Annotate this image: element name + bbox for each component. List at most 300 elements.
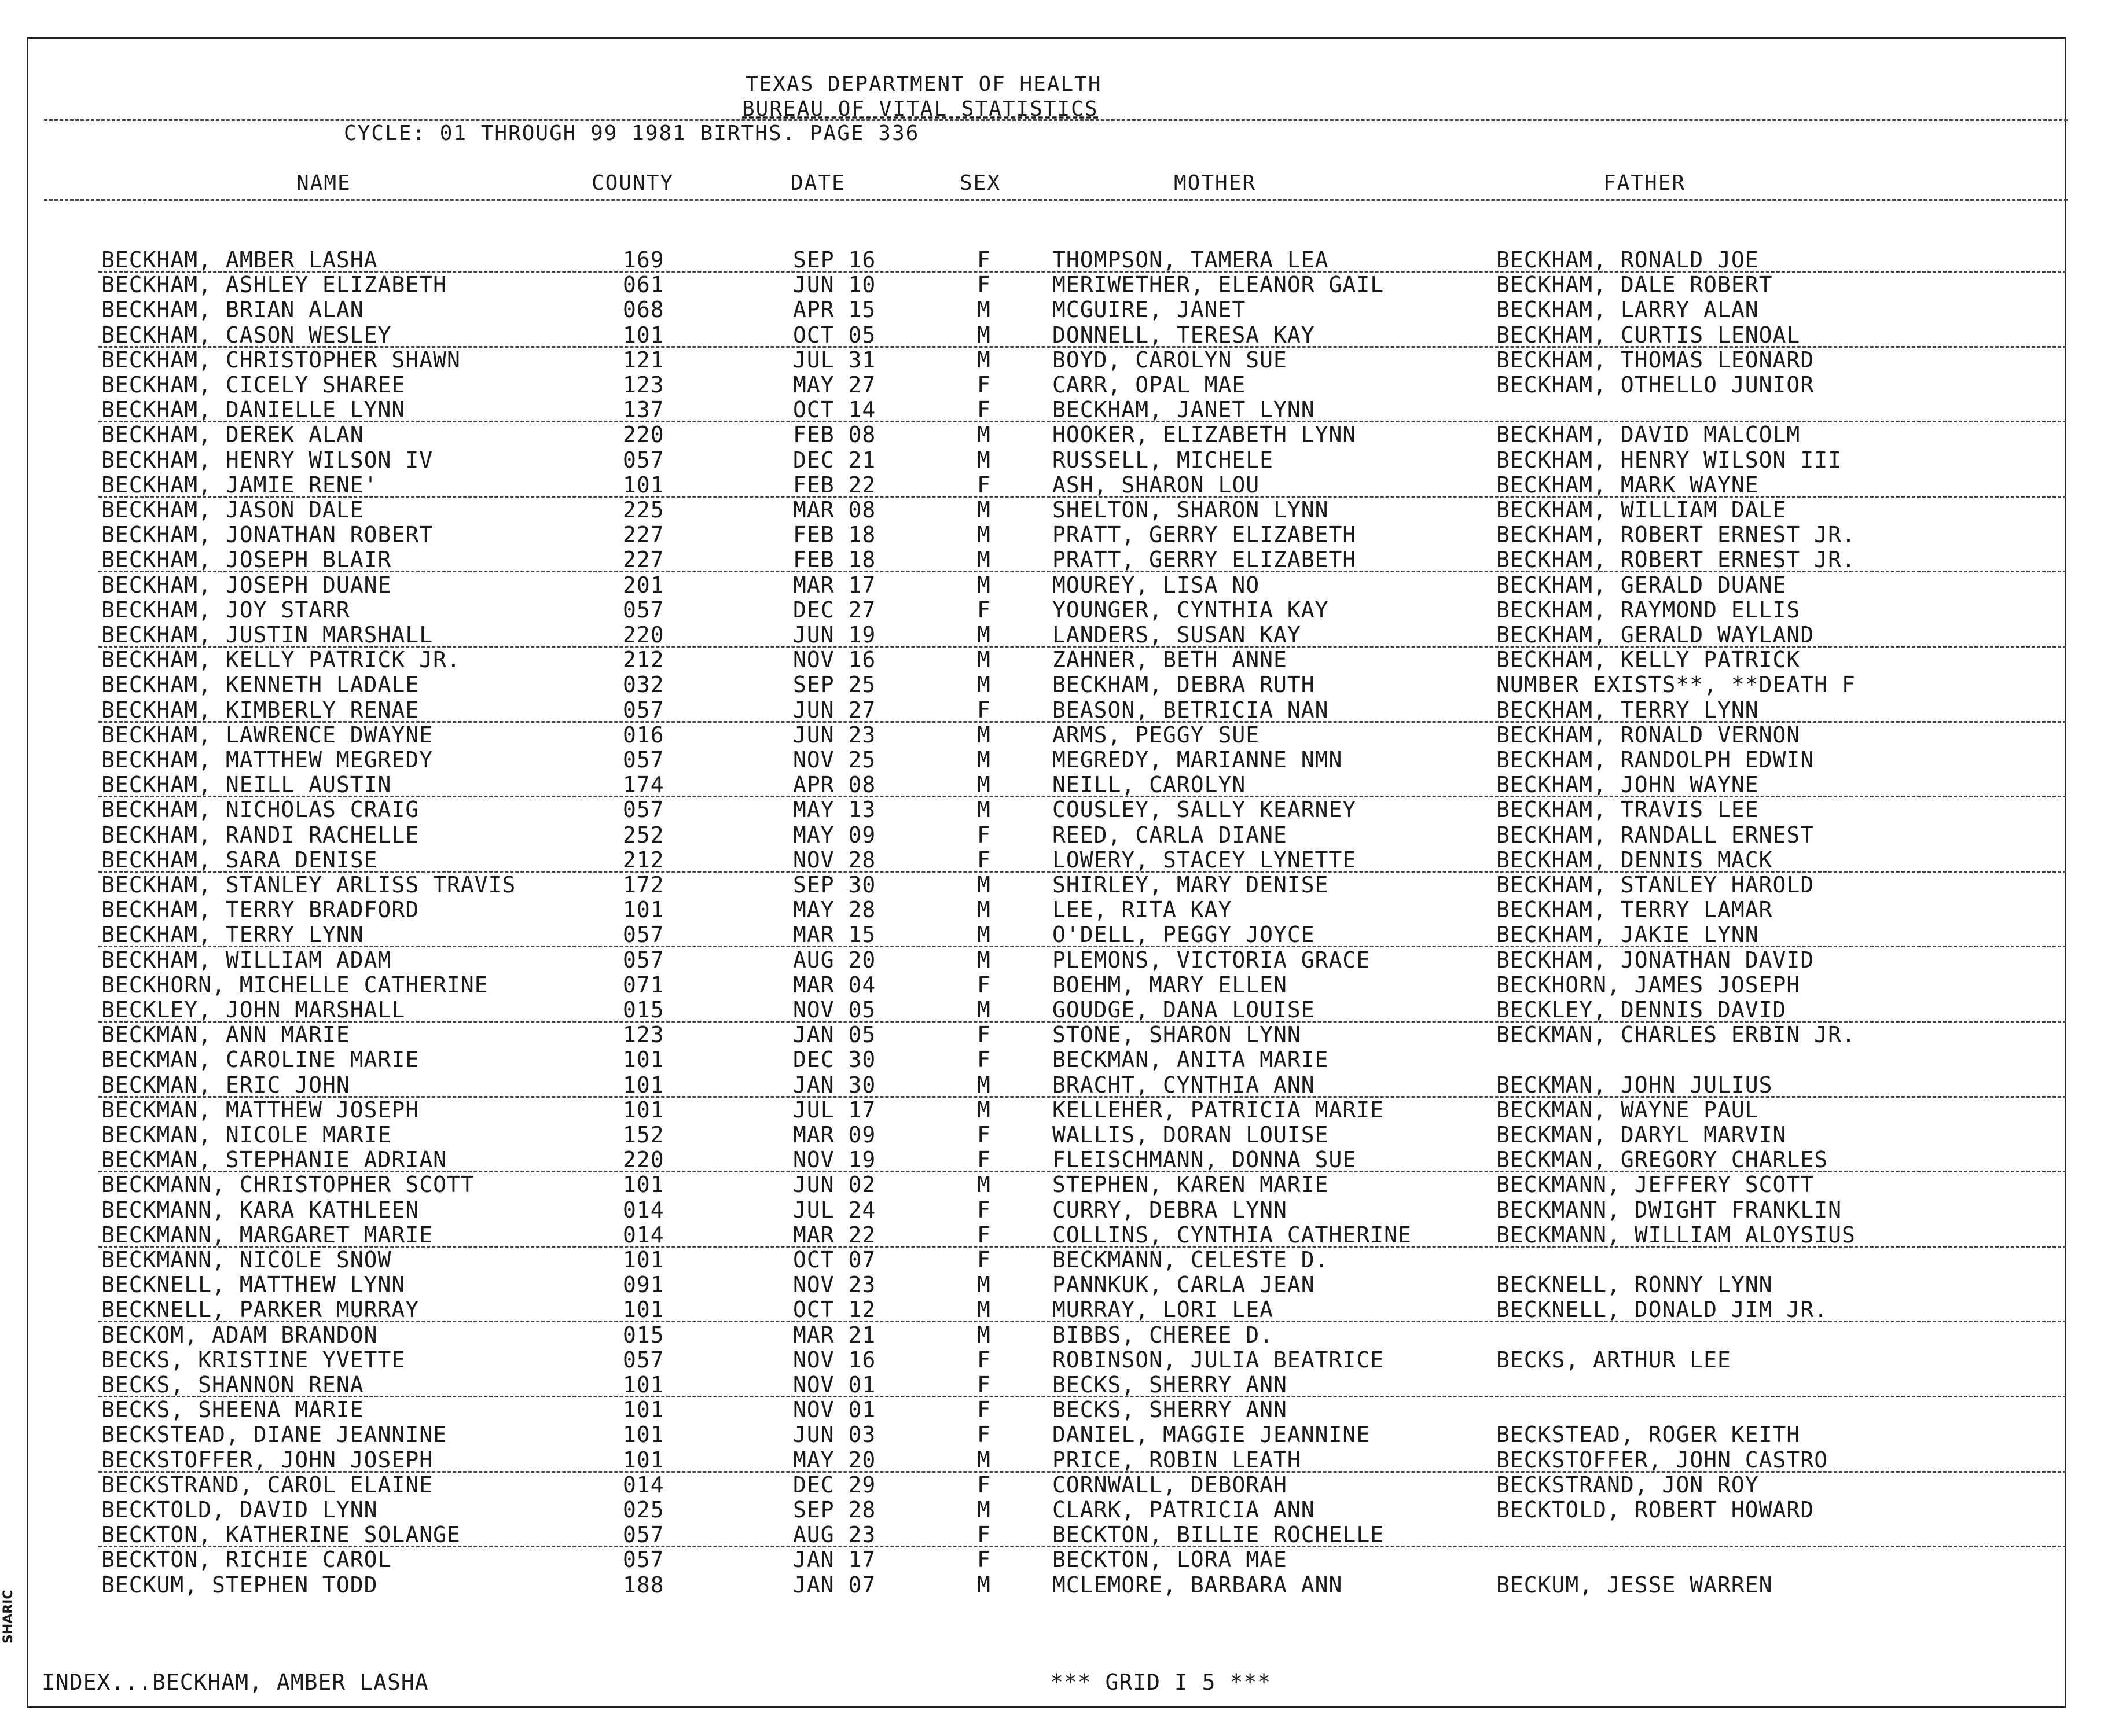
cell-sex: M xyxy=(977,897,991,923)
cell-name: BECKHAM, NEILL AUSTIN xyxy=(101,772,392,798)
table-row xyxy=(0,922,2115,948)
cell-name: BECKMANN, CHRISTOPHER SCOTT xyxy=(101,1172,475,1198)
cell-county: 252 xyxy=(623,822,664,848)
cell-county: 101 xyxy=(623,1422,664,1448)
cell-father: BECKMANN, JEFFERY SCOTT xyxy=(1496,1172,1815,1198)
cell-county: 201 xyxy=(623,572,664,598)
table-row xyxy=(0,398,2115,423)
cell-name: BECKHAM, JOY STARR xyxy=(101,597,350,623)
table-row xyxy=(0,573,2115,598)
cell-date: FEB 22 xyxy=(793,472,876,498)
cell-mother: BECKTON, LORA MAE xyxy=(1052,1547,1287,1573)
cell-father: BECKHAM, OTHELLO JUNIOR xyxy=(1496,372,1815,398)
cell-name: BECKHAM, HENRY WILSON IV xyxy=(101,447,434,473)
table-row xyxy=(0,547,2115,573)
table-row xyxy=(0,1297,2115,1323)
table-row xyxy=(0,348,2115,373)
cell-father: BECKLEY, DENNIS DAVID xyxy=(1496,997,1787,1023)
cell-date: MAR 15 xyxy=(793,922,876,948)
cell-date: MAY 20 xyxy=(793,1447,876,1473)
cell-father: BECKHAM, DALE ROBERT xyxy=(1496,272,1773,298)
table-row xyxy=(0,1397,2115,1423)
header-divider-1 xyxy=(44,119,2068,121)
cell-mother: MOUREY, LISA NO xyxy=(1052,572,1260,598)
cell-county: 057 xyxy=(623,1522,664,1548)
cell-date: NOV 28 xyxy=(793,847,876,873)
footer-grid: *** GRID I 5 *** xyxy=(1050,1669,1272,1695)
cell-date: OCT 07 xyxy=(793,1247,876,1272)
cell-name: BECKHAM, KIMBERLY RENAE xyxy=(101,697,420,723)
footer-index: INDEX...BECKHAM, AMBER LASHA xyxy=(42,1669,429,1695)
cell-name: BECKMANN, NICOLE SNOW xyxy=(101,1247,392,1272)
cell-father: BECKSTOFFER, JOHN CASTRO xyxy=(1496,1447,1828,1473)
cell-date: NOV 01 xyxy=(793,1397,876,1423)
cell-mother: BECKTON, BILLIE ROCHELLE xyxy=(1052,1522,1385,1548)
table-row xyxy=(0,248,2115,273)
cell-father: BECKHAM, JAKIE LYNN xyxy=(1496,922,1759,948)
table-row xyxy=(0,1223,2115,1248)
cell-mother: ROBINSON, JULIA BEATRICE xyxy=(1052,1347,1385,1373)
cell-name: BECKHORN, MICHELLE CATHERINE xyxy=(101,972,489,998)
cell-name: BECKOM, ADAM BRANDON xyxy=(101,1322,378,1348)
cell-name: BECKSTRAND, CAROL ELAINE xyxy=(101,1472,434,1498)
cell-mother: BOYD, CAROLYN SUE xyxy=(1052,347,1287,373)
cell-name: BECKHAM, NICHOLAS CRAIG xyxy=(101,797,420,823)
table-row xyxy=(0,823,2115,848)
cell-date: MAR 04 xyxy=(793,972,876,998)
cell-mother: STONE, SHARON LYNN xyxy=(1052,1022,1301,1048)
cell-county: 014 xyxy=(623,1472,664,1498)
table-row xyxy=(0,698,2115,723)
cell-sex: M xyxy=(977,497,991,523)
cell-mother: DONNELL, TERESA KAY xyxy=(1052,322,1315,348)
table-row xyxy=(0,1448,2115,1473)
cell-name: BECKHAM, LAWRENCE DWAYNE xyxy=(101,722,434,748)
table-row xyxy=(0,273,2115,298)
cell-county: 123 xyxy=(623,1022,664,1048)
cell-name: BECKHAM, DANIELLE LYNN xyxy=(101,397,406,423)
cell-date: MAY 13 xyxy=(793,797,876,823)
cell-sex: F xyxy=(977,397,991,423)
cell-county: 091 xyxy=(623,1272,664,1298)
cell-sex: M xyxy=(977,297,991,323)
cell-sex: F xyxy=(977,1047,991,1073)
cell-father: BECKHAM, CURTIS LENOAL xyxy=(1496,322,1801,348)
cell-mother: PANNKUK, CARLA JEAN xyxy=(1052,1272,1315,1298)
cell-name: BECKHAM, JAMIE RENE' xyxy=(101,472,378,498)
cell-mother: O'DELL, PEGGY JOYCE xyxy=(1052,922,1315,948)
cell-name: BECKNELL, PARKER MURRAY xyxy=(101,1297,420,1323)
cell-name: BECKMAN, ERIC JOHN xyxy=(101,1072,350,1098)
table-row xyxy=(0,1573,2115,1598)
cell-mother: DANIEL, MAGGIE JEANNINE xyxy=(1052,1422,1371,1448)
cell-county: 101 xyxy=(623,1097,664,1123)
cell-county: 057 xyxy=(623,1547,664,1573)
table-row xyxy=(0,373,2115,398)
cell-father: BECKS, ARTHUR LEE xyxy=(1496,1347,1731,1373)
cell-date: JAN 17 xyxy=(793,1547,876,1573)
cell-mother: COUSLEY, SALLY KEARNEY xyxy=(1052,797,1357,823)
cell-county: 220 xyxy=(623,622,664,648)
cell-date: AUG 23 xyxy=(793,1522,876,1548)
cell-sex: M xyxy=(977,1297,991,1323)
cell-name: BECKMAN, MATTHEW JOSEPH xyxy=(101,1097,420,1123)
cell-mother: WALLIS, DORAN LOUISE xyxy=(1052,1122,1329,1147)
cell-father: BECKHAM, THOMAS LEONARD xyxy=(1496,347,1815,373)
cell-county: 172 xyxy=(623,872,664,898)
cell-name: BECKHAM, JOSEPH BLAIR xyxy=(101,547,392,573)
cell-mother: BECKS, SHERRY ANN xyxy=(1052,1397,1287,1423)
cell-father: BECKHAM, HENRY WILSON III xyxy=(1496,447,1842,473)
cell-mother: CORNWALL, DEBORAH xyxy=(1052,1472,1287,1498)
cell-date: DEC 29 xyxy=(793,1472,876,1498)
table-row xyxy=(0,748,2115,773)
cell-date: JUN 19 xyxy=(793,622,876,648)
cell-county: 101 xyxy=(623,1047,664,1073)
cell-father: BECKMAN, GREGORY CHARLES xyxy=(1496,1147,1828,1173)
cell-sex: F xyxy=(977,1422,991,1448)
cell-date: APR 08 xyxy=(793,772,876,798)
cell-date: DEC 27 xyxy=(793,597,876,623)
cell-father: BECKUM, JESSE WARREN xyxy=(1496,1572,1773,1598)
cell-mother: GOUDGE, DANA LOUISE xyxy=(1052,997,1315,1023)
cell-mother: SHIRLEY, MARY DENISE xyxy=(1052,872,1329,898)
cell-sex: M xyxy=(977,997,991,1023)
cell-name: BECKHAM, MATTHEW MEGREDY xyxy=(101,747,434,773)
table-row xyxy=(0,1147,2115,1173)
cell-name: BECKLEY, JOHN MARSHALL xyxy=(101,997,406,1023)
cell-sex: M xyxy=(977,347,991,373)
cell-name: BECKHAM, WILLIAM ADAM xyxy=(101,947,392,973)
cell-county: 101 xyxy=(623,897,664,923)
cell-sex: M xyxy=(977,322,991,348)
cell-mother: LANDERS, SUSAN KAY xyxy=(1052,622,1301,648)
cell-county: 169 xyxy=(623,247,664,273)
cell-mother: BECKMANN, CELESTE D. xyxy=(1052,1247,1329,1272)
cell-father: BECKHAM, ROBERT ERNEST JR. xyxy=(1496,547,1856,573)
cell-sex: M xyxy=(977,872,991,898)
cell-county: 057 xyxy=(623,797,664,823)
cell-name: BECKHAM, JUSTIN MARSHALL xyxy=(101,622,434,648)
cell-sex: M xyxy=(977,722,991,748)
table-row xyxy=(0,723,2115,748)
cell-date: NOV 16 xyxy=(793,1347,876,1373)
cell-father: BECKHAM, LARRY ALAN xyxy=(1496,297,1759,323)
col-mother: MOTHER xyxy=(1174,171,1257,195)
cell-father: BECKHAM, RAYMOND ELLIS xyxy=(1496,597,1801,623)
cell-sex: M xyxy=(977,447,991,473)
cell-sex: F xyxy=(977,1247,991,1272)
cell-date: JUN 27 xyxy=(793,697,876,723)
cell-father: BECKHAM, JOHN WAYNE xyxy=(1496,772,1759,798)
cell-date: JAN 07 xyxy=(793,1572,876,1598)
cell-date: SEP 30 xyxy=(793,872,876,898)
cell-sex: M xyxy=(977,922,991,948)
cell-county: 101 xyxy=(623,472,664,498)
table-row xyxy=(0,1098,2115,1123)
cell-name: BECKMAN, STEPHANIE ADRIAN xyxy=(101,1147,447,1173)
cell-father: BECKTOLD, ROBERT HOWARD xyxy=(1496,1497,1815,1522)
cell-date: MAR 21 xyxy=(793,1322,876,1348)
cell-sex: M xyxy=(977,647,991,673)
cell-mother: STEPHEN, KAREN MARIE xyxy=(1052,1172,1329,1198)
cell-father: BECKHAM, STANLEY HAROLD xyxy=(1496,872,1815,898)
side-label: SHARIC xyxy=(1,1590,16,1643)
cell-county: 071 xyxy=(623,972,664,998)
cell-county: 121 xyxy=(623,347,664,373)
cell-sex: M xyxy=(977,1097,991,1123)
cell-mother: BECKMAN, ANITA MARIE xyxy=(1052,1047,1329,1073)
cell-date: JUL 31 xyxy=(793,347,876,373)
cell-father: BECKHAM, TERRY LAMAR xyxy=(1496,897,1773,923)
cell-mother: CLARK, PATRICIA ANN xyxy=(1052,1497,1315,1522)
cell-mother: ARMS, PEGGY SUE xyxy=(1052,722,1260,748)
cell-name: BECKTOLD, DAVID LYNN xyxy=(101,1497,378,1522)
cell-name: BECKTON, KATHERINE SOLANGE xyxy=(101,1522,461,1548)
cell-county: 220 xyxy=(623,1147,664,1173)
cell-sex: F xyxy=(977,1122,991,1147)
table-row xyxy=(0,998,2115,1023)
cell-father: BECKHAM, TRAVIS LEE xyxy=(1496,797,1759,823)
cell-county: 101 xyxy=(623,1372,664,1397)
cell-name: BECKHAM, AMBER LASHA xyxy=(101,247,378,273)
col-sex: SEX xyxy=(960,171,1001,195)
cell-date: JAN 30 xyxy=(793,1072,876,1098)
cell-father: BECKMAN, DARYL MARVIN xyxy=(1496,1122,1787,1147)
cell-date: JUN 02 xyxy=(793,1172,876,1198)
cell-mother: MERIWETHER, ELEANOR GAIL xyxy=(1052,272,1385,298)
cell-mother: BRACHT, CYNTHIA ANN xyxy=(1052,1072,1315,1098)
cell-name: BECKSTOFFER, JOHN JOSEPH xyxy=(101,1447,434,1473)
cell-mother: REED, CARLA DIANE xyxy=(1052,822,1287,848)
table-row xyxy=(0,898,2115,923)
cell-name: BECKMAN, NICOLE MARIE xyxy=(101,1122,392,1147)
cell-county: 016 xyxy=(623,722,664,748)
cell-name: BECKMANN, KARA KATHLEEN xyxy=(101,1197,420,1223)
table-row xyxy=(0,1348,2115,1373)
cell-sex: M xyxy=(977,547,991,573)
cell-mother: MEGREDY, MARIANNE NMN xyxy=(1052,747,1343,773)
header-title-1: TEXAS DEPARTMENT OF HEALTH xyxy=(746,72,1102,96)
cell-mother: KELLEHER, PATRICIA MARIE xyxy=(1052,1097,1385,1123)
cell-father: BECKHAM, ROBERT ERNEST JR. xyxy=(1496,522,1856,548)
cell-name: BECKHAM, DEREK ALAN xyxy=(101,422,364,448)
cell-date: FEB 18 xyxy=(793,522,876,548)
cell-name: BECKNELL, MATTHEW LYNN xyxy=(101,1272,406,1298)
cell-date: NOV 23 xyxy=(793,1272,876,1298)
cell-mother: BEASON, BETRICIA NAN xyxy=(1052,697,1329,723)
cell-mother: CURRY, DEBRA LYNN xyxy=(1052,1197,1287,1223)
table-row xyxy=(0,948,2115,973)
cell-sex: F xyxy=(977,272,991,298)
cell-mother: BOEHM, MARY ELLEN xyxy=(1052,972,1287,998)
cell-county: 101 xyxy=(623,1297,664,1323)
cell-mother: BECKS, SHERRY ANN xyxy=(1052,1372,1287,1397)
cell-name: BECKHAM, CASON WESLEY xyxy=(101,322,392,348)
cell-date: OCT 05 xyxy=(793,322,876,348)
cell-sex: F xyxy=(977,1197,991,1223)
table-row xyxy=(0,498,2115,523)
cell-name: BECKHAM, STANLEY ARLISS TRAVIS xyxy=(101,872,516,898)
cell-mother: BIBBS, CHEREE D. xyxy=(1052,1322,1274,1348)
cell-mother: BECKHAM, JANET LYNN xyxy=(1052,397,1315,423)
cell-name: BECKHAM, KELLY PATRICK JR. xyxy=(101,647,461,673)
cell-father: BECKHAM, TERRY LYNN xyxy=(1496,697,1759,723)
cell-date: DEC 30 xyxy=(793,1047,876,1073)
cell-date: NOV 25 xyxy=(793,747,876,773)
cell-date: AUG 20 xyxy=(793,947,876,973)
cell-county: 025 xyxy=(623,1497,664,1522)
cell-mother: MCLEMORE, BARBARA ANN xyxy=(1052,1572,1343,1598)
cell-county: 174 xyxy=(623,772,664,798)
cell-sex: F xyxy=(977,472,991,498)
cell-sex: F xyxy=(977,597,991,623)
cell-county: 015 xyxy=(623,997,664,1023)
cell-date: NOV 19 xyxy=(793,1147,876,1173)
cell-father: BECKHAM, WILLIAM DALE xyxy=(1496,497,1787,523)
cell-name: BECKHAM, JOSEPH DUANE xyxy=(101,572,392,598)
cell-date: MAY 28 xyxy=(793,897,876,923)
table-row xyxy=(0,1272,2115,1298)
cell-date: SEP 28 xyxy=(793,1497,876,1522)
header-title-2: BUREAU OF VITAL STATISTICS xyxy=(742,97,1099,121)
cell-date: JAN 05 xyxy=(793,1022,876,1048)
table-row xyxy=(0,323,2115,348)
table-row xyxy=(0,1498,2115,1523)
cell-date: JUL 24 xyxy=(793,1197,876,1223)
cell-sex: M xyxy=(977,572,991,598)
table-row xyxy=(0,473,2115,498)
cell-county: 101 xyxy=(623,1172,664,1198)
cell-date: APR 15 xyxy=(793,297,876,323)
cell-sex: M xyxy=(977,622,991,648)
cell-sex: M xyxy=(977,947,991,973)
cell-mother: THOMPSON, TAMERA LEA xyxy=(1052,247,1329,273)
cell-date: NOV 05 xyxy=(793,997,876,1023)
cell-date: OCT 12 xyxy=(793,1297,876,1323)
cell-mother: NEILL, CAROLYN xyxy=(1052,772,1246,798)
cell-date: FEB 08 xyxy=(793,422,876,448)
cell-county: 212 xyxy=(623,847,664,873)
cell-name: BECKHAM, RANDI RACHELLE xyxy=(101,822,420,848)
cell-father: BECKHAM, GERALD DUANE xyxy=(1496,572,1787,598)
cell-date: MAR 09 xyxy=(793,1122,876,1147)
cell-father: BECKHAM, KELLY PATRICK xyxy=(1496,647,1801,673)
cell-county: 057 xyxy=(623,597,664,623)
cell-date: JUN 03 xyxy=(793,1422,876,1448)
cell-county: 014 xyxy=(623,1197,664,1223)
cell-father: BECKHAM, RONALD VERNON xyxy=(1496,722,1801,748)
cell-sex: F xyxy=(977,1397,991,1423)
table-row xyxy=(0,1422,2115,1448)
cell-county: 101 xyxy=(623,322,664,348)
cell-county: 032 xyxy=(623,672,664,698)
cell-county: 212 xyxy=(623,647,664,673)
cell-mother: BECKHAM, DEBRA RUTH xyxy=(1052,672,1315,698)
cell-sex: F xyxy=(977,822,991,848)
cell-sex: F xyxy=(977,1372,991,1397)
cell-sex: M xyxy=(977,1447,991,1473)
cell-date: MAR 08 xyxy=(793,497,876,523)
col-county: COUNTY xyxy=(592,171,674,195)
cell-county: 057 xyxy=(623,747,664,773)
cell-mother: COLLINS, CYNTHIA CATHERINE xyxy=(1052,1222,1412,1248)
cell-sex: M xyxy=(977,422,991,448)
cell-father: BECKMAN, WAYNE PAUL xyxy=(1496,1097,1759,1123)
cell-date: NOV 01 xyxy=(793,1372,876,1397)
cell-sex: M xyxy=(977,797,991,823)
cell-county: 057 xyxy=(623,922,664,948)
cell-county: 014 xyxy=(623,1222,664,1248)
cell-father: BECKHAM, RONALD JOE xyxy=(1496,247,1759,273)
cell-father: BECKHORN, JAMES JOSEPH xyxy=(1496,972,1801,998)
table-row xyxy=(0,1023,2115,1048)
cell-name: BECKSTEAD, DIANE JEANNINE xyxy=(101,1422,447,1448)
table-row xyxy=(0,297,2115,323)
table-row xyxy=(0,1473,2115,1498)
table-row xyxy=(0,1198,2115,1223)
cell-sex: F xyxy=(977,972,991,998)
cell-county: 057 xyxy=(623,1347,664,1373)
table-row xyxy=(0,448,2115,473)
cell-name: BECKUM, STEPHEN TODD xyxy=(101,1572,378,1598)
cell-date: MAY 09 xyxy=(793,822,876,848)
cell-sex: F xyxy=(977,1022,991,1048)
cell-mother: SHELTON, SHARON LYNN xyxy=(1052,497,1329,523)
cell-county: 137 xyxy=(623,397,664,423)
cell-mother: ZAHNER, BETH ANNE xyxy=(1052,647,1287,673)
col-father: FATHER xyxy=(1603,171,1686,195)
cell-sex: F xyxy=(977,697,991,723)
cell-date: MAR 22 xyxy=(793,1222,876,1248)
cell-mother: PLEMONS, VICTORIA GRACE xyxy=(1052,947,1371,973)
cell-date: MAY 27 xyxy=(793,372,876,398)
cell-county: 101 xyxy=(623,1397,664,1423)
cell-sex: F xyxy=(977,847,991,873)
cell-county: 101 xyxy=(623,1072,664,1098)
cell-sex: F xyxy=(977,1347,991,1373)
cell-county: 123 xyxy=(623,372,664,398)
cell-sex: M xyxy=(977,772,991,798)
cell-date: DEC 21 xyxy=(793,447,876,473)
cell-date: JUN 10 xyxy=(793,272,876,298)
cell-father: BECKNELL, RONNY LYNN xyxy=(1496,1272,1773,1298)
cell-county: 101 xyxy=(623,1247,664,1272)
cell-sex: F xyxy=(977,1547,991,1573)
cell-county: 188 xyxy=(623,1572,664,1598)
table-row xyxy=(0,1248,2115,1273)
cell-name: BECKHAM, KENNETH LADALE xyxy=(101,672,420,698)
cell-father: BECKNELL, DONALD JIM JR. xyxy=(1496,1297,1828,1323)
cell-name: BECKHAM, JONATHAN ROBERT xyxy=(101,522,434,548)
table-row xyxy=(0,598,2115,623)
cell-father: BECKHAM, RANDALL ERNEST xyxy=(1496,822,1815,848)
cell-mother: RUSSELL, MICHELE xyxy=(1052,447,1274,473)
cell-date: JUL 17 xyxy=(793,1097,876,1123)
cell-father: NUMBER EXISTS**, **DEATH F xyxy=(1496,672,1856,698)
cell-county: 227 xyxy=(623,547,664,573)
cell-name: BECKHAM, TERRY BRADFORD xyxy=(101,897,420,923)
col-date: DATE xyxy=(791,171,846,195)
cell-mother: ASH, SHARON LOU xyxy=(1052,472,1260,498)
cell-name: BECKHAM, ASHLEY ELIZABETH xyxy=(101,272,447,298)
table-row xyxy=(0,1172,2115,1198)
cell-father: BECKSTEAD, ROGER KEITH xyxy=(1496,1422,1801,1448)
cell-date: SEP 16 xyxy=(793,247,876,273)
cell-sex: M xyxy=(977,1072,991,1098)
cell-county: 101 xyxy=(623,1447,664,1473)
cell-sex: M xyxy=(977,1572,991,1598)
